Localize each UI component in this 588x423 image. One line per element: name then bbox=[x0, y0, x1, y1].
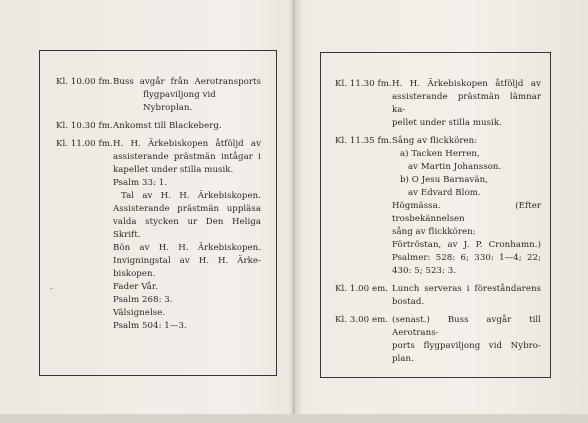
entry-line: pellet under stilla musik. bbox=[392, 118, 502, 128]
entry-text bbox=[392, 283, 541, 309]
right-page-column bbox=[335, 78, 541, 371]
entry-line: Sång av flickkören: bbox=[392, 136, 478, 146]
entry-line: flygpaviljong vid Nybroplan. bbox=[143, 90, 216, 113]
entry-line: sång av flickkören: bbox=[392, 227, 476, 237]
entry-line: b) O Jesu Barnavän, bbox=[400, 175, 488, 185]
schedule-entry bbox=[56, 76, 261, 115]
margin-mark: - bbox=[50, 284, 53, 293]
entry-line: kapellet under stilla musik. bbox=[113, 165, 234, 175]
entry-line: Välsignelse. bbox=[113, 308, 166, 318]
entry-line: av Edvard Blom. bbox=[408, 188, 481, 198]
entry-line: ports flygpaviljong vid Nybro- bbox=[392, 341, 541, 351]
entry-text bbox=[113, 138, 261, 333]
schedule-entry bbox=[335, 283, 541, 309]
entry-time: Kl. 3.00 em. bbox=[335, 315, 389, 325]
entry-line: Skrift. bbox=[113, 230, 141, 240]
entry-time: Kl. 11.30 fm. bbox=[335, 79, 392, 89]
entry-line: assisterande prästmän intågar i bbox=[113, 152, 261, 162]
entry-line: Invigningstal av H. H. Ärke- bbox=[113, 256, 261, 266]
center-fold bbox=[292, 0, 296, 423]
entry-line: Buss avgår från Aerotransports bbox=[113, 77, 261, 87]
entry-text bbox=[392, 135, 541, 278]
left-page-column bbox=[56, 76, 261, 338]
entry-line: Psalm 504: 1—3. bbox=[113, 321, 187, 331]
entry-line: plan. bbox=[392, 354, 414, 364]
entry-time: Kl. 10.30 fm. bbox=[56, 121, 113, 131]
entry-line: Bön av H. H. Ärkebiskopen. bbox=[113, 243, 261, 253]
entry-time: Kl. 11.35 fm. bbox=[335, 136, 392, 146]
entry-line: biskopen. bbox=[113, 269, 156, 279]
entry-text bbox=[392, 314, 541, 366]
entry-line: Tal av H. H. Ärkebiskopen. bbox=[121, 191, 261, 201]
entry-line: valda stycken ur Den Heliga bbox=[113, 217, 261, 227]
entry-line: 430: 5; 523: 3. bbox=[392, 266, 457, 276]
schedule-entry bbox=[56, 120, 261, 133]
schedule-entry bbox=[335, 314, 541, 366]
entry-line: Högmässa. (Efter trosbekännelsen bbox=[392, 201, 541, 224]
entry-line: Psalm 268: 3. bbox=[113, 295, 173, 305]
entry-line: Assisterande prästmän uppläsa bbox=[113, 204, 261, 214]
entry-line: a) Tacken Herren, bbox=[400, 149, 480, 159]
schedule-entry bbox=[56, 138, 261, 333]
entry-line: Psalm 33: 1. bbox=[113, 178, 168, 188]
entry-line: Ankomst till Blackeberg. bbox=[113, 121, 222, 131]
entry-line: Fader Vår. bbox=[113, 282, 158, 292]
entry-time: Kl. 1.00 em. bbox=[335, 284, 389, 294]
entry-line: Förtröstan, av J. P. Cronhamn.) bbox=[392, 240, 541, 250]
paper-bottom-edge bbox=[0, 414, 588, 423]
entry-line: H. H. Ärkebiskopen åtföljd av bbox=[392, 79, 541, 89]
entry-line: (senast.) Buss avgår till Aerotrans- bbox=[392, 315, 541, 338]
entry-line: Psalmer: 528: 6; 330: 1—4; 22; bbox=[392, 253, 541, 263]
entry-line: bostad. bbox=[392, 297, 425, 307]
entry-time: Kl. 10.00 fm. bbox=[56, 77, 113, 87]
entry-line: av Martin Johansson. bbox=[408, 162, 502, 172]
entry-line: Lunch serveras i föreståndarens bbox=[392, 284, 541, 294]
schedule-entry bbox=[335, 135, 541, 278]
entry-time: Kl. 11.00 fm. bbox=[56, 139, 113, 149]
entry-text bbox=[113, 76, 261, 115]
schedule-entry bbox=[335, 78, 541, 130]
entry-text bbox=[113, 120, 261, 133]
entry-text bbox=[392, 78, 541, 130]
entry-line: H. H. Ärkebiskopen åtföljd av bbox=[113, 139, 261, 149]
entry-line: assisterande prästmän lämnar ka- bbox=[392, 92, 541, 115]
